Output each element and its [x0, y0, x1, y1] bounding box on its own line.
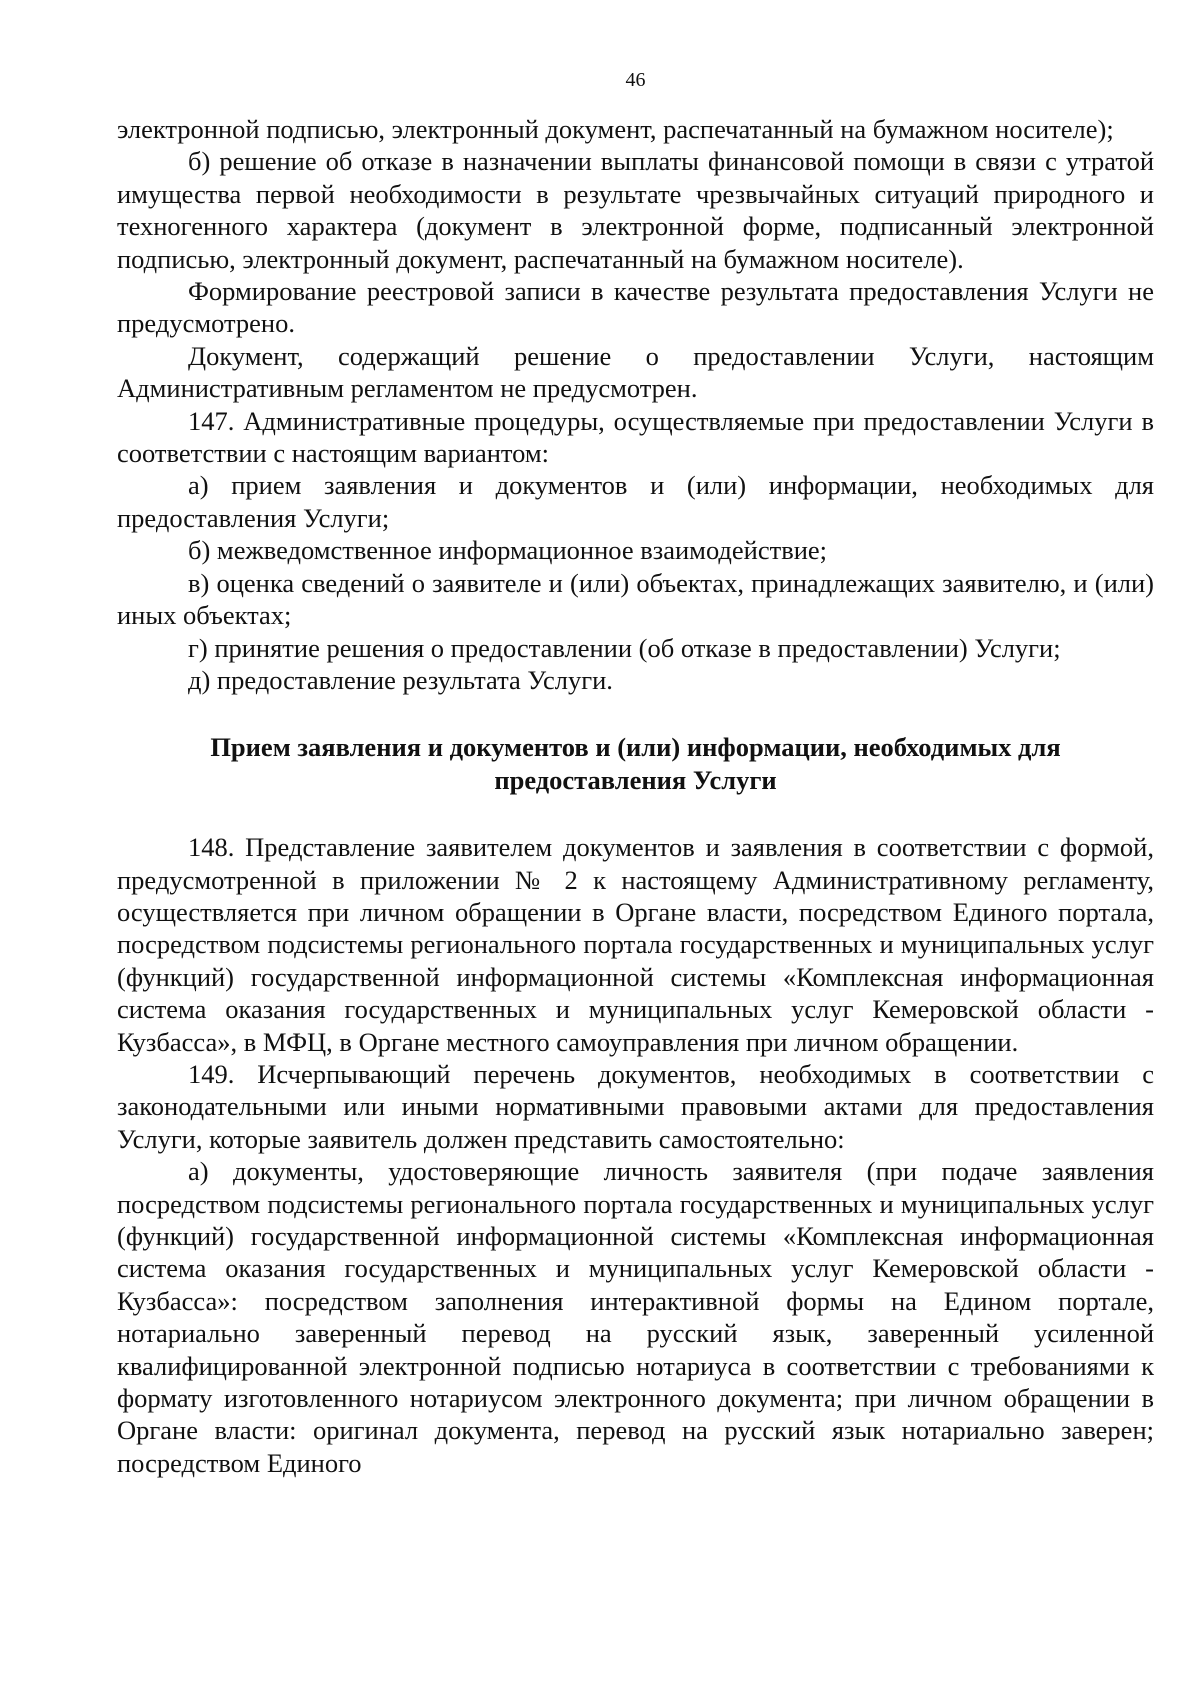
paragraph-refusal-decision: б) решение об отказе в назначении выплаты финансовой помощи в связи с утратой имущества первой необходимости в результате чрезвычайных ситуаций природного и техногенного характера (документ в электронной форме, подписанный электронной подписью, электронный документ, распечатанный на бумажном носителе).: [117, 146, 1154, 274]
section-heading-line-1: Прием заявления и документов и (или) информации, необходимых для: [210, 732, 1061, 763]
paragraph-continuation: электронной подписью, электронный документ, распечатанный на бумажном носителе);: [117, 114, 1114, 144]
list-item-a: а) прием заявления и документов и (или) информации, необходимых для предоставления Услуги;: [117, 470, 1154, 533]
paragraph-149: 149. Исчерпывающий перечень документов, необходимых в соответствии с законодательными или иными нормативными правовыми актами для предоставления Услуги, которые заявитель должен представить самостоятельно:: [117, 1058, 1154, 1154]
document-body: [117, 113, 1154, 1479]
section-heading-line-2: предоставления Услуги: [494, 764, 777, 795]
section-heading: [117, 731, 1154, 796]
list-item-g: г) принятие решения о предоставлении (об отказе в предоставлении) Услуги;: [188, 632, 1061, 663]
page-number: 46: [625, 69, 646, 91]
paragraph-147: 147. Административные процедуры, осуществляемые при предоставлении Услуги в соответствии с настоящим вариантом:: [117, 405, 1154, 469]
list-item-v: в) оценка сведений о заявителе и (или) объектах, принадлежащих заявителю, и (или) иных объектах;: [117, 567, 1154, 631]
paragraph-decision-document: Документ, содержащий решение о предоставлении Услуги, настоящим Административным регламентом не предусмотрен.: [117, 340, 1154, 404]
paragraph-148: 148. Представление заявителем документов и заявления в соответствии с формой, предусмотренной в приложении № 2 к настоящему Административному регламенту, осуществляется при личном обращении в Органе власти, посредством Единого портала, посредством подсистемы регионального портала государственных и муниципальных услуг (функций) государственной информационной системы «Комплексная информационная система оказания государственных и муниципальных услуг Кемеровской области - Кузбасса», в МФЦ, в Органе местного самоуправления при личном обращении.: [117, 832, 1154, 1057]
paragraph-149-item-a: а) документы, удостоверяющие личность заявителя (при подаче заявления посредством подсистемы регионального портала государственных и муниципальных услуг (функций) государственной информационной системы «Комплексная информационная система оказания государственных и муниципальных услуг Кемеровской области - Кузбасса»: посредством заполнения интерактивной формы на Едином портале, нотариально заверенный перевод на русский язык, заверенный усиленной квалифицированной электронной подписью нотариуса в соответствии с требованиями к формату изготовленного нотариусом электронного документа; при личном обращении в Органе власти: оригинал документа, перевод на русский язык нотариально заверен; посредством Единого: [117, 1156, 1154, 1478]
list-item-d: д) предоставление результата Услуги.: [188, 664, 613, 695]
list-item-b: б) межведомственное информационное взаимодействие;: [188, 535, 828, 566]
paragraph-registry-entry: Формирование реестровой записи в качестве результата предоставления Услуги не предусмотрено.: [117, 276, 1154, 339]
